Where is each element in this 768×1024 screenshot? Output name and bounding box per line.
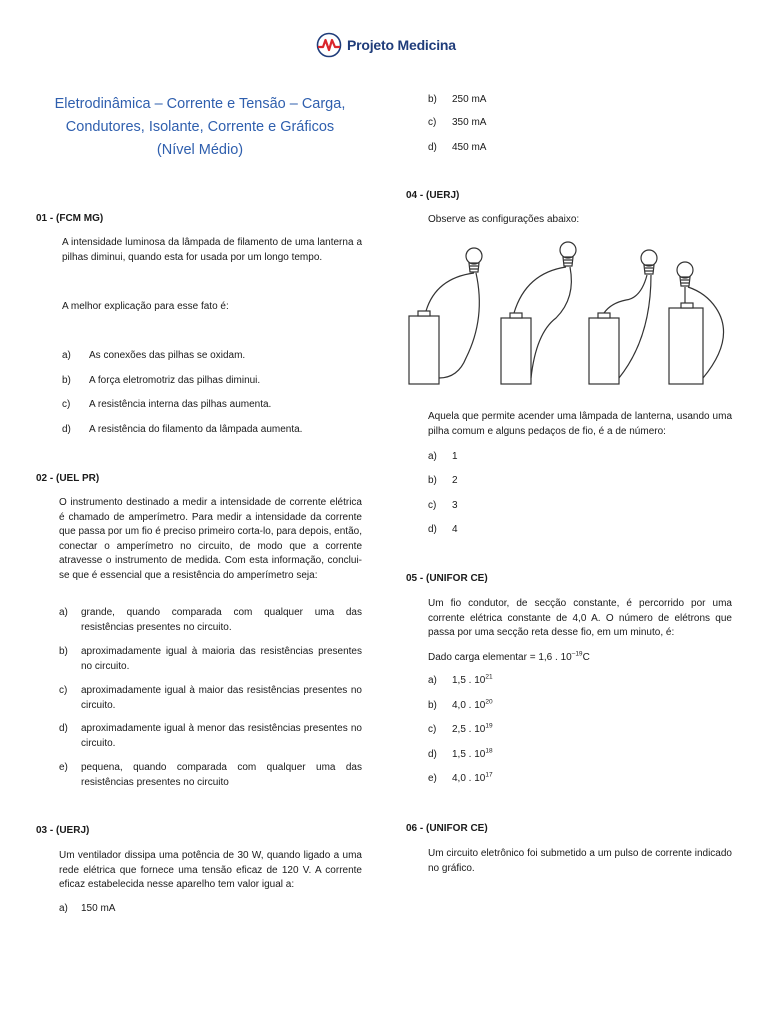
question-05-option-a[interactable]: a) 1,5 . $10^{21}$ bbox=[428, 673, 493, 686]
question-01-option-a[interactable]: a) As conexões das pilhas se oxidam. bbox=[62, 350, 246, 361]
title-line-1: Eletrodinâmica – Corrente e Tensão – Carga, bbox=[54, 96, 346, 112]
brand-name: Projeto Medicina bbox=[347, 37, 456, 53]
question-04-heading: 04 - (UERJ) bbox=[406, 190, 460, 201]
question-04-option-a[interactable]: a) 1 bbox=[428, 451, 458, 462]
question-04-option-c[interactable]: c) 3 bbox=[428, 500, 458, 511]
question-03-option-c[interactable]: c) 350 mA bbox=[428, 117, 487, 128]
question-04-option-d[interactable]: d) 4 bbox=[428, 524, 458, 535]
question-02-option-a[interactable]: a) grande, quando comparada com qualquer uma das resistências presentes no circuito. bbox=[59, 607, 362, 633]
question-05-given-data: Dado carga elementar = 1,6 . $10^{-19}C$ bbox=[428, 650, 590, 663]
question-05-option-b[interactable]: b) 4,0 . $10^{20}$ bbox=[428, 698, 493, 711]
question-01-option-c[interactable]: c) A resistência interna das pilhas aumenta. bbox=[62, 399, 272, 410]
question-03-option-d[interactable]: d) 450 mA bbox=[428, 142, 487, 153]
question-03-option-a[interactable]: a) 150 mA bbox=[59, 903, 116, 914]
title-line-2: Condutores, Isolante, Corrente e Gráficos bbox=[65, 119, 335, 135]
question-01-option-d[interactable]: d) A resistência do filamento da lâmpada aumenta. bbox=[62, 424, 303, 435]
question-01-statement: A intensidade luminosa da lâmpada de filamento de uma lanterna a pilhas diminui, quando esta for usada por um longo tempo. bbox=[62, 237, 362, 263]
configuration-4 bbox=[669, 262, 724, 384]
question-05-statement: Um fio condutor, de secção constante, é percorrido por uma corrente elétrica constante de 4,0 A. O número de elétrons que passa por uma secção reta desse fio, em um minuto, é: bbox=[428, 598, 732, 638]
projeto-medicina-logo-icon bbox=[316, 32, 342, 58]
question-02-option-c[interactable]: c) aproximadamente igual à maior das resistências presentes no circuito. bbox=[59, 685, 362, 711]
question-01-heading: 01 - (FCM MG) bbox=[36, 213, 104, 224]
configuration-2 bbox=[501, 242, 576, 384]
question-06-heading: 06 - (UNIFOR CE) bbox=[406, 823, 488, 834]
question-04-prompt: Observe as configurações abaixo: bbox=[428, 214, 580, 225]
question-03-option-b[interactable]: b) 250 mA bbox=[428, 94, 487, 105]
site-logo[interactable] bbox=[316, 32, 456, 58]
question-05-option-c[interactable]: c) 2,5 . $10^{19}$ bbox=[428, 722, 493, 735]
question-06-statement: Um circuito eletrônico foi submetido a um pulso de corrente indicado no gráfico. bbox=[428, 848, 732, 874]
title-line-3: (Nível Médio) bbox=[156, 142, 244, 158]
question-05-heading: 05 - (UNIFOR CE) bbox=[406, 573, 488, 584]
question-02-option-d[interactable]: d) aproximadamente igual à menor das resistências presentes no circuito. bbox=[59, 723, 362, 749]
question-02-option-b[interactable]: b) aproximadamente igual à maioria das resistências presentes no circuito. bbox=[59, 646, 362, 672]
question-05-option-d[interactable]: d) 1,5 . $10^{18}$ bbox=[428, 747, 493, 760]
configuration-3 bbox=[589, 250, 657, 384]
question-02-option-e[interactable]: e) pequena, quando comparada com qualquer uma das resistências presentes no circuito bbox=[59, 762, 362, 788]
question-03-heading: 03 - (UERJ) bbox=[36, 825, 90, 836]
question-02-statement: O instrumento destinado a medir a intensidade de corrente elétrica é chamado de amperímetro. Para medir a intensidade da corrente que passa por um fio é preciso primeiro corta-lo, para depois, então, conectar o amperímetro no circuito, de modo que a corrente atravesse o instrumento de medida. Com esta informação, conclui-se que é essencial que a resistência do amperímetro seja: bbox=[59, 497, 362, 581]
configuration-1 bbox=[409, 248, 482, 384]
question-05-option-e[interactable]: e) 4,0 . $10^{17}$ bbox=[428, 771, 493, 784]
battery-lamp-configurations-figure bbox=[406, 238, 732, 388]
document-title bbox=[40, 93, 360, 162]
question-04-statement: Aquela que permite acender uma lâmpada de lanterna, usando uma pilha comum e alguns pedaços de fio, é a de número: bbox=[428, 411, 732, 437]
question-01-prompt: A melhor explicação para esse fato é: bbox=[62, 301, 229, 312]
question-01-option-b[interactable]: b) A força eletromotriz das pilhas diminui. bbox=[62, 375, 261, 386]
question-02-heading: 02 - (UEL PR) bbox=[36, 473, 100, 484]
question-04-option-b[interactable]: b) 2 bbox=[428, 475, 458, 486]
question-03-statement: Um ventilador dissipa uma potência de 30 W, quando ligado a uma rede elétrica que fornece uma tensão eficaz de 120 V. A corrente eficaz estabelecida nesse aparelho tem valor igual a: bbox=[59, 850, 362, 890]
